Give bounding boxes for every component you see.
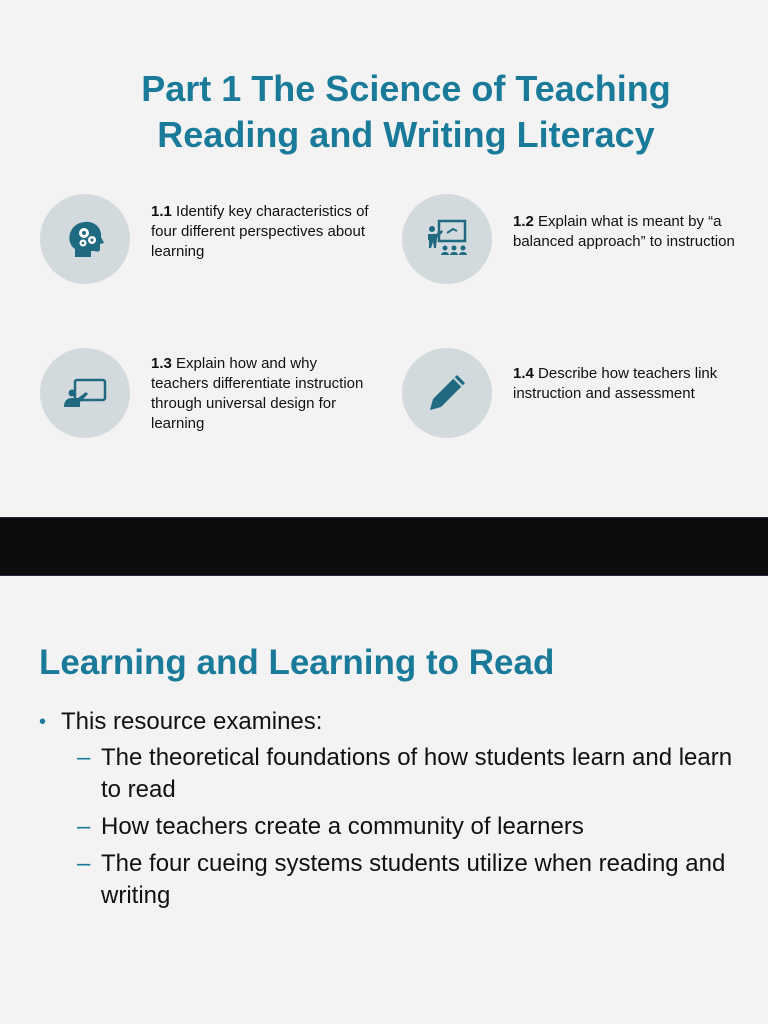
person-whiteboard-icon bbox=[40, 348, 130, 438]
objective-text bbox=[513, 364, 733, 404]
dash-icon: – bbox=[77, 850, 91, 877]
objective-number: 1.2 bbox=[513, 213, 534, 230]
objective-number: 1.4 bbox=[513, 365, 534, 382]
slide-divider bbox=[0, 517, 768, 576]
objective-description: Explain what is meant by “a balanced approach” to instruction bbox=[513, 213, 735, 250]
sub-list bbox=[39, 742, 739, 912]
slide-title-line1: Part 1 The Science of Teaching bbox=[141, 68, 671, 109]
objective-text bbox=[513, 212, 735, 252]
objective-1-1 bbox=[40, 194, 380, 294]
objective-description: Describe how teachers link instruction and assessment bbox=[513, 365, 718, 402]
sub-list-item bbox=[77, 811, 739, 843]
objective-description: Explain how and why teachers differentiate instruction through universal design for learning bbox=[151, 355, 364, 432]
dash-icon: – bbox=[77, 744, 91, 771]
head-gears-icon bbox=[40, 194, 130, 284]
sub-item-text: The theoretical foundations of how students learn and learn to read bbox=[101, 744, 733, 803]
list-item bbox=[39, 706, 739, 738]
objective-1-4 bbox=[402, 348, 742, 448]
bullet-dot-icon: • bbox=[39, 711, 47, 733]
bullet-text: This resource examines: bbox=[61, 708, 323, 735]
sub-list-item bbox=[77, 848, 739, 912]
objective-1-2 bbox=[402, 194, 742, 294]
pencil-icon bbox=[402, 348, 492, 438]
objective-1-3 bbox=[40, 348, 380, 448]
slide-title-line2: Reading and Writing Literacy bbox=[157, 114, 655, 155]
sub-item-text: The four cueing systems students utilize when reading and writing bbox=[101, 850, 726, 909]
teacher-presentation-icon bbox=[402, 194, 492, 284]
objective-number: 1.3 bbox=[151, 355, 172, 372]
slide-title bbox=[60, 66, 752, 158]
objective-description: Identify key characteristics of four different perspectives about learning bbox=[151, 203, 369, 260]
objective-text bbox=[151, 354, 376, 434]
objective-number: 1.1 bbox=[151, 203, 172, 220]
sub-list-item bbox=[77, 742, 739, 806]
slide-title-learning: Learning and Learning to Read bbox=[39, 643, 555, 682]
bullet-list bbox=[39, 706, 739, 917]
sub-item-text: How teachers create a community of learners bbox=[101, 813, 584, 840]
dash-icon: – bbox=[77, 813, 91, 840]
objective-text bbox=[151, 202, 371, 262]
